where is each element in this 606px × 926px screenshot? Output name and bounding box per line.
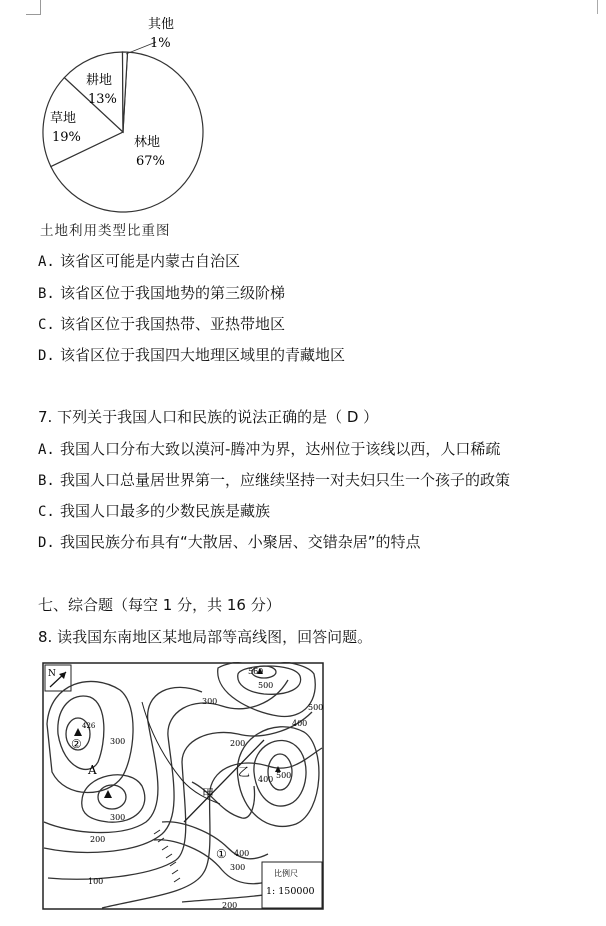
contour-map — [42, 662, 324, 910]
q8-stem: 8. 读我国东南地区某地局部等高线图，回答问题。 — [38, 628, 373, 646]
point-2-label: ② — [71, 737, 82, 751]
pie-slice-label: 草地 — [50, 111, 77, 126]
contour-label: 200 — [230, 739, 246, 748]
option-text: 该省区可能是内蒙古自治区 — [60, 252, 241, 270]
q6-option-b — [38, 282, 285, 303]
option-text: 该省区位于我国热带、亚热带地区 — [60, 315, 286, 333]
option-text: 我国人口最多的少数民族是藏族 — [60, 502, 271, 520]
pie-slice-percent: 67% — [136, 154, 165, 169]
land-use-pie-chart — [38, 14, 208, 219]
contour-label: 400 — [292, 719, 308, 728]
option-text: 我国民族分布具有“大散居、小聚居、交错杂居”的特点 — [60, 533, 421, 551]
north-label: N — [48, 669, 56, 679]
pie-slice-label: 林地 — [134, 135, 161, 150]
page-corner-mark — [26, 0, 41, 15]
q6-option-a — [38, 250, 240, 271]
contour-label: 400 — [258, 775, 274, 784]
contour-label: 500 — [308, 703, 324, 712]
peak-elevation-label: 426 — [82, 722, 96, 730]
section-heading: 七、综合题（每空 1 分，共 16 分） — [38, 596, 281, 614]
pie-chart-title: 土地利用类型比重图 — [40, 223, 171, 239]
contour-label: 300 — [110, 813, 126, 822]
option-letter: A. — [38, 442, 55, 458]
pie-slice-percent: 19% — [52, 130, 81, 145]
scale-value: 1: 150000 — [266, 886, 315, 897]
option-letter: C. — [38, 317, 55, 333]
point-yi-label: 乙 — [238, 765, 251, 779]
option-letter: B. — [38, 286, 55, 302]
contour-label: 100 — [88, 877, 104, 886]
contour-label: 560 — [248, 667, 264, 676]
contour-label: 300 — [110, 737, 126, 746]
pie-slice-percent: 13% — [88, 92, 117, 107]
contour-label: 200 — [90, 835, 106, 844]
option-text: 该省区位于我国地势的第三级阶梯 — [60, 284, 286, 302]
contour-label: 300 — [202, 697, 218, 706]
point-1-label: ① — [216, 847, 227, 861]
contour-label: 200 — [222, 901, 238, 910]
option-letter: D. — [38, 535, 55, 551]
q6-option-d — [38, 344, 345, 365]
point-a-label: A — [88, 763, 97, 777]
contour-label: 300 — [230, 863, 246, 872]
pie-slices — [43, 42, 203, 212]
contour-label: 400 — [234, 849, 250, 858]
pie-slice-percent: 1% — [150, 36, 171, 51]
scale-title: 比例尺 — [274, 869, 298, 878]
option-letter: D. — [38, 348, 55, 364]
contour-label: 500 — [276, 771, 292, 780]
q7-option-d — [38, 531, 421, 552]
q7-option-c — [38, 500, 270, 521]
option-text: 我国人口分布大致以漠河-腾冲为界，达州位于该线以西，人口稀疏 — [60, 440, 501, 458]
option-text: 我国人口总量居世界第一，应继续坚持一对夫妇只生一个孩子的政策 — [60, 471, 511, 489]
q6-option-c — [38, 313, 285, 334]
q7-option-a — [38, 438, 500, 459]
q7-stem: 7. 下列关于我国人口和民族的说法正确的是（ D ） — [38, 408, 379, 426]
point-jia-label: 甲 — [202, 787, 215, 801]
contour-label: 500 — [258, 681, 274, 690]
q7-option-b — [38, 469, 510, 490]
option-letter: C. — [38, 504, 55, 520]
option-letter: A. — [38, 254, 55, 270]
pie-slice-label: 耕地 — [86, 73, 113, 88]
option-text: 该省区位于我国四大地理区域里的青藏地区 — [60, 346, 346, 364]
pie-slice-label: 其他 — [148, 17, 175, 32]
page-corner-mark-right — [597, 0, 598, 14]
option-letter: B. — [38, 473, 55, 489]
